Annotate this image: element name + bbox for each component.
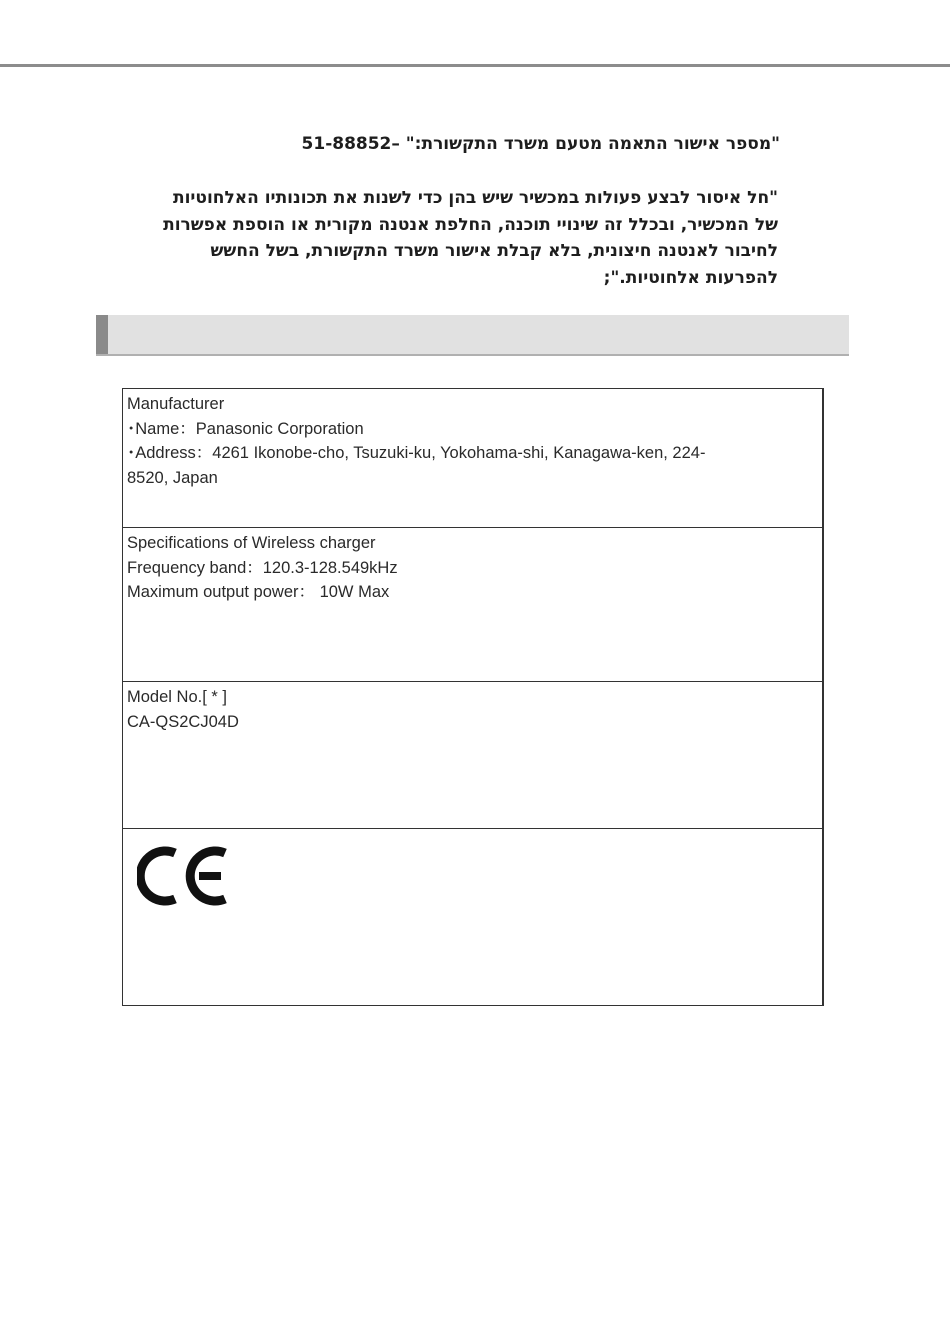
ce-mark-cell	[123, 829, 822, 1005]
model-number: CA-QS2CJ04D	[127, 712, 239, 731]
prohibition-line-2: של המכשיר, ובכלל זה שינויי תוכנה, החלפת אנטנה מקורית או הוספת אפשרות	[163, 214, 778, 235]
prohibition-notice	[138, 185, 778, 291]
prohibition-line-4: להפרעות אלחוטיות.";	[603, 267, 778, 288]
section-header-accent	[96, 315, 108, 354]
manufacturer-heading: Manufacturer	[127, 395, 225, 413]
ce-mark-icon	[137, 843, 229, 909]
specifications-heading: Specifications of Wireless charger	[127, 534, 376, 552]
manufacturer-name: ･Name：Panasonic Corporation	[127, 419, 364, 438]
top-divider	[0, 64, 950, 67]
frequency-band: Frequency band：120.3-128.549kHz	[127, 558, 398, 577]
manufacturer-address-line-1: ･Address：4261 Ikonobe-cho, Tsuzuki-ku, Yokohama-shi, Kanagawa-ken, 224-	[127, 444, 706, 462]
prohibition-line-1: "חל איסור לבצע פעולות במכשיר שיש בהן כדי לשנות את תכונותיו האלחוטיות	[172, 188, 778, 208]
manufacturer-cell	[123, 389, 822, 528]
specifications-cell	[123, 528, 822, 682]
manufacturer-address-line-2: 8520, Japan	[127, 468, 218, 487]
prohibition-line-3: לחיבור לאנטנה חיצונית, בלא קבלת אישור משרד התקשורת, בשל החשש	[210, 241, 778, 261]
section-header-bar	[96, 315, 849, 356]
model-heading: Model No.[ * ]	[127, 688, 227, 706]
max-output-power: Maximum output power： 10W Max	[127, 583, 390, 601]
approval-number-line: "מספר אישור התאמה מטעם משרד התקשורת:" –51-88852	[301, 134, 780, 154]
regulatory-info-table	[122, 388, 824, 1006]
model-cell	[123, 682, 822, 829]
